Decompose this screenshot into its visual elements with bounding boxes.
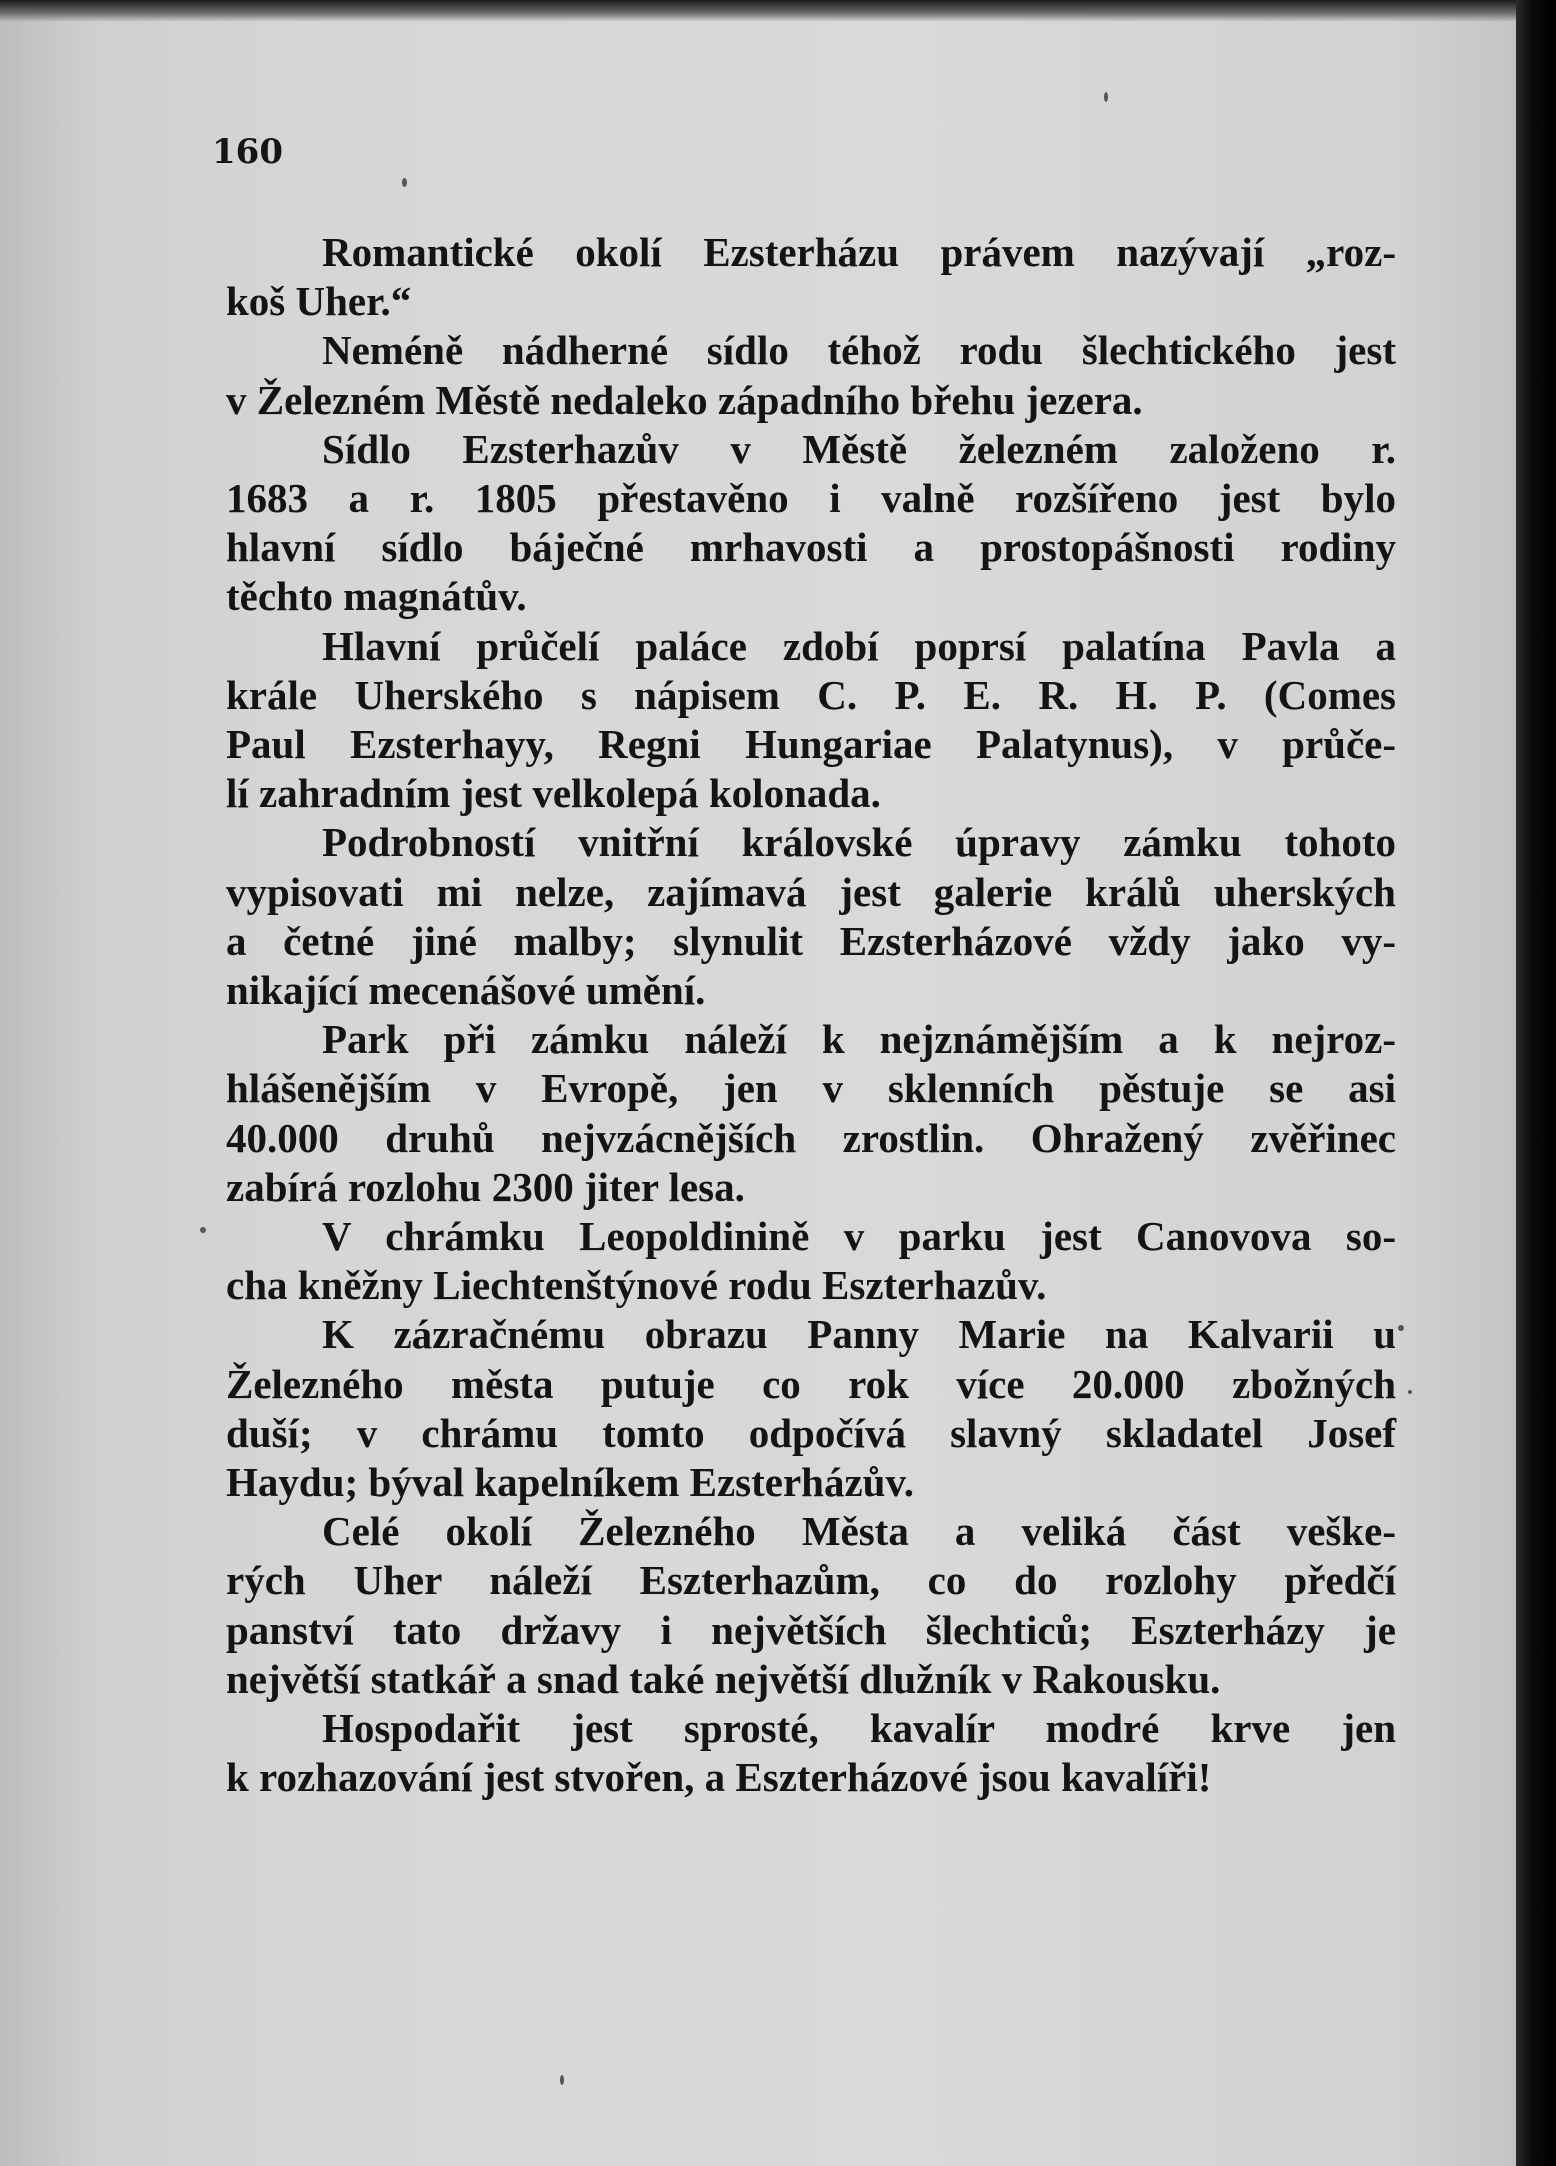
text-line: hlavní sídlo báječné mrhavosti a prostopášnosti rodiny	[226, 524, 1396, 571]
text-line: a četné jiné malby; slynulit Ezsterházové vždy jako vy-	[226, 917, 1396, 964]
text-line: Haydu; býval kapelníkem Ezsterházův.	[226, 1459, 914, 1506]
text-line: Hlavní průčelí paláce zdobí poprsí palatína Pavla a	[322, 622, 1396, 669]
text-line: lí zahradním jest velkolepá kolonada.	[226, 770, 881, 817]
text-line: krále Uherského s nápisem C. P. E. R. H. P. (Comes	[226, 671, 1396, 718]
text-line: k rozhazování jest stvořen, a Eszterházové jsou kavalíři!	[226, 1754, 1212, 1801]
text-line: vypisovati mi nelze, zajímavá jest galerie králů uherských	[226, 868, 1396, 915]
scan-speck	[560, 2075, 564, 2085]
scan-speck	[1408, 1390, 1412, 1394]
text-line: největší statkář a snad také největší dlužník v Rakousku.	[226, 1655, 1221, 1702]
text-line: Celé okolí Železného Města a veliká část veške-	[322, 1508, 1396, 1555]
scan-top-shadow	[0, 0, 1516, 22]
scan-speck	[200, 1227, 206, 1233]
text-line: hlášenějším v Evropě, jen v sklenních pěstuje se asi	[226, 1065, 1396, 1112]
text-line: těchto magnátův.	[226, 573, 527, 620]
scan-right-border	[1516, 0, 1556, 2166]
scan-speck	[1104, 92, 1108, 102]
text-line: V chrámku Leopoldinině v parku jest Canovova so-	[322, 1213, 1396, 1260]
text-line: K zázračnému obrazu Panny Marie na Kalvarii u	[322, 1311, 1396, 1358]
text-line: Hospodařit jest sprosté, kavalír modré krve jen	[322, 1705, 1396, 1752]
text-line: rých Uher náleží Eszterhazům, co do rozlohy předčí	[226, 1557, 1396, 1604]
text-line: Sídlo Ezsterhazův v Městě železném založeno r.	[322, 425, 1396, 472]
text-line: 40.000 druhů nejvzácnějších zrostlin. Ohražený zvěřinec	[226, 1114, 1396, 1161]
scan-speck	[402, 178, 407, 187]
body-text	[226, 228, 1396, 1803]
text-line: duší; v chrámu tomto odpočívá slavný skladatel Josef	[226, 1409, 1396, 1456]
text-line: 1683 a r. 1805 přestavěno i valně rozšířeno jest bylo	[226, 475, 1396, 522]
text-line: Park při zámku náleží k nejznámějším a k nejroz-	[322, 1016, 1396, 1063]
text-line: Paul Ezsterhayy, Regni Hungariae Palatynus), v průče-	[226, 721, 1396, 768]
text-line: Podrobností vnitřní královské úpravy zámku tohoto	[322, 819, 1396, 866]
text-line: koš Uher.“	[226, 278, 412, 325]
text-line: nikající mecenášové umění.	[226, 967, 706, 1014]
scan-speck	[1398, 1325, 1404, 1331]
text-line: Neméně nádherné sídlo téhož rodu šlechtického jest	[322, 327, 1396, 374]
text-line: Železného města putuje co rok více 20.000 zbožných	[226, 1360, 1396, 1407]
text-line: Romantické okolí Ezsterházu právem nazývají „roz-	[322, 229, 1396, 275]
page-number: 160	[212, 132, 283, 172]
text-line: zabírá rozlohu 2300 jiter lesa.	[226, 1163, 745, 1210]
text-line: cha kněžny Liechtenštýnové rodu Eszterhazův.	[226, 1262, 1047, 1309]
text-line: v Železném Městě nedaleko západního břehu jezera.	[226, 376, 1143, 423]
text-line: panství tato državy i největších šlechticů; Eszterházy je	[226, 1606, 1396, 1653]
